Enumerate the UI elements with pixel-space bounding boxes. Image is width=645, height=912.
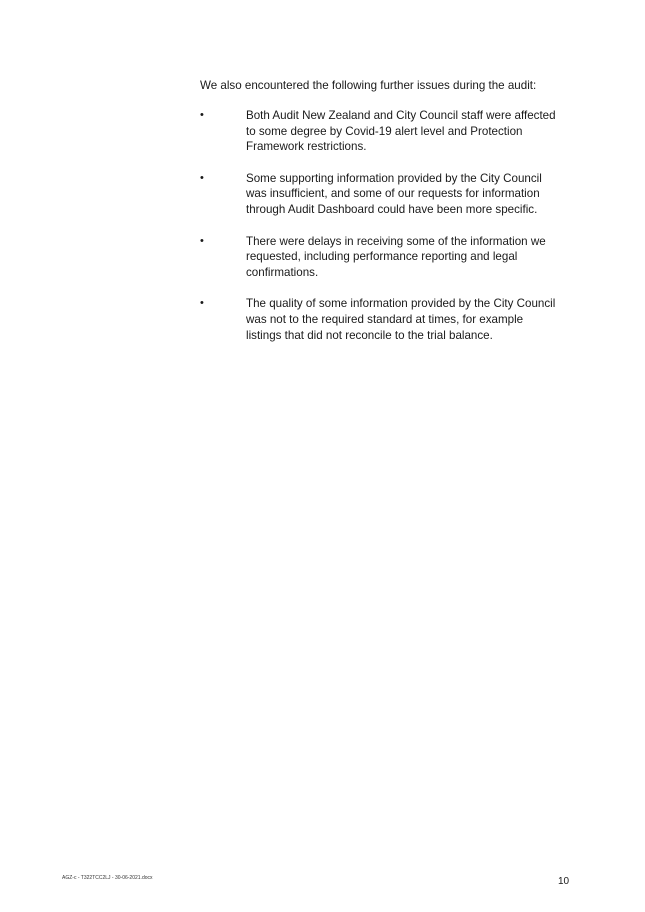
list-item-text: The quality of some information provided by the City Council was not to the required standard at times, for example listings that did not reconcile to the trial balance.	[246, 297, 556, 342]
page-number: 10	[558, 876, 570, 887]
footer-document-reference: AGZ-c - T322TCC2LJ - 30-06-2021.docx	[62, 875, 153, 881]
list-item	[200, 296, 580, 343]
list-item	[200, 234, 580, 281]
list-item	[200, 171, 580, 218]
list-item-text: There were delays in receiving some of the information we requested, including performance reporting and legal confirmations.	[246, 234, 546, 279]
list-item-text: Some supporting information provided by the City Council was insufficient, and some of our requests for information through Audit Dashboard could have been more specific.	[246, 171, 542, 216]
bullet-icon: •	[200, 297, 204, 310]
list-item	[200, 108, 580, 155]
issues-list	[200, 108, 580, 359]
bullet-icon: •	[200, 171, 204, 184]
bullet-icon: •	[200, 109, 204, 121]
list-item-text: Both Audit New Zealand and City Council staff were affected to some degree by Covid-19 alert level and Protection Framework restrictions.	[246, 109, 556, 154]
intro-paragraph: We also encountered the following further issues during the audit:	[200, 79, 537, 92]
bullet-icon: •	[200, 234, 204, 247]
